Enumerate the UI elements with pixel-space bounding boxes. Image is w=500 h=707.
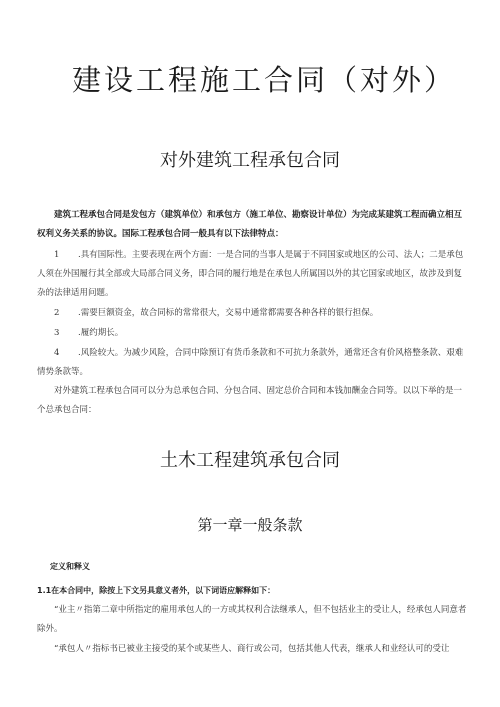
definition-employer: “业主〃指第二章中所指定的雇用承包人的一方或其权利合法继承人，但不包括业主的受让人，经承包人同意者除外。 bbox=[37, 605, 467, 634]
list-item-2 bbox=[37, 304, 469, 323]
list-item-4 bbox=[37, 344, 469, 382]
list-item-number: 4 bbox=[54, 348, 60, 358]
clause-1-1: 1.1在本合同中，除按上下文另具意义者外，以下词语应解释如下： bbox=[37, 586, 276, 595]
list-item-3 bbox=[37, 324, 469, 343]
list-item-text: .风险较大。为减少风险，合同中除预订有货币条款和不可抗力条款外，通常还含有价风格整条款、艰难情势条款等。 bbox=[37, 348, 464, 377]
list-item-1 bbox=[37, 246, 469, 303]
list-item-number: 1 bbox=[54, 250, 60, 260]
section-heading-foreign-contract: 对外建筑工程承包合同 bbox=[160, 150, 340, 171]
intro-paragraph: 建筑工程承包合同是发包方（建筑单位）和承包方（施工单位、勘察设计单位）为完成某建筑工程而确立相互权利义务关系的协议。国际工程承包合同一般具有以下法律特点： bbox=[37, 210, 463, 239]
document-title: 建设工程施工合同（对外） bbox=[72, 63, 457, 97]
definitions-label: 定义和释义 bbox=[50, 562, 90, 571]
summary-paragraph: 对外建筑工程承包合同可以分为总承包合同、分包合同、固定总价合同和本钱加酬金合同等。以以下举的是一个总承包合同： bbox=[37, 386, 463, 415]
list-item-text: .具有国际性。主要表现在两个方面：一是合同的当事人是属于不同国家或地区的公司、法人；二是承包人须在外国履行其全部或大局部合同义务，即合同的履行地是在承包人所属国以外的其它国家或地区，故涉及到复杂的法律适用问题。 bbox=[37, 250, 464, 298]
list-item-text: .履约期长。 bbox=[78, 328, 124, 338]
chapter-heading: 第一章一般条款 bbox=[197, 516, 303, 534]
list-item-text: .需要巨额资金，故合同标的常常很大，交易中通常都需要各种各样的银行担保。 bbox=[78, 308, 379, 318]
list-item-number: 2 bbox=[54, 308, 60, 318]
list-item-number: 3 bbox=[54, 328, 60, 338]
definition-contractor: “承包人〃指标书已被业主接受的某个或某些人、商行或公司，包括其他人代表，继承人和业经认可的受让 bbox=[54, 644, 450, 654]
section-heading-civil-contract: 土木工程建筑承包合同 bbox=[160, 450, 340, 471]
